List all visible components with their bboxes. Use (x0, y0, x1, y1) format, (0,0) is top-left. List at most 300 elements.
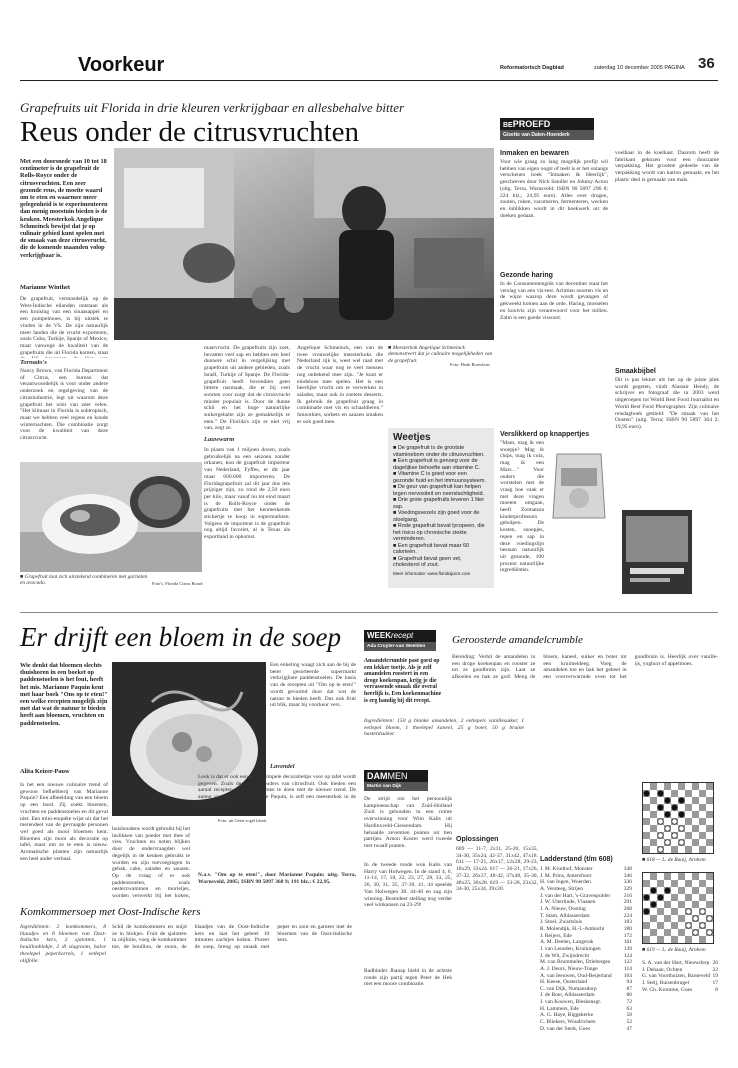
weetjes-item: ■ Rode grapefruit bevat lycopeen, die het risico op chronische ziekte verminderen. (393, 523, 485, 542)
white-piece (672, 819, 677, 824)
board-square (678, 901, 685, 908)
ladder-score: 80 (626, 992, 632, 999)
board-square (706, 894, 713, 901)
board-square (706, 901, 713, 908)
caption-bullet: ■ (20, 574, 25, 580)
weekrecept-byline: Ada Cruyter-van Weelden (364, 642, 436, 651)
board-square (685, 790, 692, 797)
board-square (692, 908, 699, 915)
board-square (692, 783, 699, 790)
board-square (699, 936, 706, 943)
board-square (692, 873, 699, 880)
board-square (706, 908, 713, 915)
board-square (643, 825, 650, 832)
ladder-name: S. A. van der Hart, Nieuwdorp (642, 960, 710, 966)
caption-bullet: ■ (388, 345, 393, 351)
dammen-ladder-list (540, 866, 632, 1032)
white-piece (693, 916, 698, 921)
ladder-row (540, 1026, 632, 1033)
beproefd-logo-a: BE (503, 122, 513, 129)
beproefd-text-inmaken: Voor wie graag zo lang mogelijk profijt wil hebben van eigen oogst of teelt is er het onlangs verschenen boek "Inmaken & Heerlijk", geschreven door Nick Sandler en Johnny Acton (uitg. Terra, Warnsveld; ISBN 90 5897 296 8; 224 blz.; 24,95 euro). Alles over drogen, zouten, roken, vacumeren, fermenteren, wecken en inblikken wordt in dit boekwerk uit de doeken gedaan. (500, 159, 608, 219)
board-square (664, 790, 671, 797)
article2-body2: huishoudens wordt gebruikt bij het inslikken van poeder met thee of vies. Vruchten en noten blijken door de ondervraagden wel degelijk in de keuken gebruikt te worden en zijn toevoegingen in gebak, cake, salades en sauzen. Op de vraag of er ook paddenstoelen, zoals oesterzwammen en morieljes, worden verwerkt bij het koken, (112, 826, 190, 898)
board-square (706, 790, 713, 797)
board-2-caption-text: 619 — L. de Raaij, Arnhem (646, 947, 706, 953)
board-square (692, 811, 699, 818)
board-square (650, 790, 657, 797)
board-square (692, 901, 699, 908)
board-square (692, 846, 699, 853)
board-square (650, 908, 657, 915)
soep-title: Komkommersoep met Oost-Indische kers (20, 906, 201, 918)
board-square (657, 887, 664, 894)
ladder-name: J. de Wit, Zwijndrecht (540, 952, 590, 959)
board-square (685, 846, 692, 853)
board-square (643, 922, 650, 929)
ladder-score: 139 (623, 945, 632, 952)
article1-body1: De grapefruit, vermoedelijk op de West-Indische eilanden ontstaan als een kruising van een sinaasappel en een pompelmoes, is bij uitstek te vinden in de VS. De zijn natuurlijk meer landen die de vrucht exporteren, zoals Cuba, Turkije, Spanje of Mexico, maar vanwege de kwaliteit van de grapefruits die uit Florida komen, staat (20, 296, 108, 356)
ladder-score: 52 (626, 1019, 632, 1026)
board-square (664, 929, 671, 936)
weetjes-more: Meer informatie: www.floridajuice.com (393, 570, 471, 576)
black-piece (658, 805, 663, 810)
beproefd-heading-inmaken: Inmaken en bewaren (500, 150, 569, 157)
board-square (699, 880, 706, 887)
board-square (671, 887, 678, 894)
article2-subheading-lavendel: Lavendel (270, 764, 295, 770)
black-piece (665, 812, 670, 817)
ladder-score: 316 (623, 892, 632, 899)
board-square (671, 811, 678, 818)
board-square (657, 873, 664, 880)
ladder-name: R. Molendijk, H.-I.-Ambacht (540, 925, 605, 932)
article1-left-photo (20, 462, 202, 572)
board-square (685, 880, 692, 887)
ladder-row (642, 987, 718, 994)
black-piece (658, 895, 663, 900)
beproefd-text-right1: voelbaar in de koelkast. Daarom heeft de fabrikant gekozen voor een duurzame verpakking. Het grootste gedeelte van de verpakking wordt van karton gemaakt, en het plastic deel is gemaakt van maïs. (615, 150, 719, 183)
ladder-name: G. van Voorthuizen, Barneveld (642, 973, 711, 980)
article2-photo-credit: Foto: uit Geen vogel bloeit (218, 818, 267, 823)
ladder-row (540, 933, 632, 940)
caption-bullet: ■ (642, 947, 647, 953)
article1-left-credit: Foto's: Florida Citrus Board (152, 581, 203, 586)
ladder-score: 114 (623, 965, 632, 972)
ladder-name: A. G. Haye, Biggekerke (540, 1012, 594, 1019)
board-square (643, 783, 650, 790)
board-square (657, 797, 664, 804)
dammen-logo-a: DAM (367, 771, 388, 781)
ladder-name: J. Stoel, Zwartsluis (540, 919, 583, 926)
black-piece (672, 805, 677, 810)
ladder-name: J. M. Prins, Amersfoort (540, 872, 592, 879)
board-square (678, 929, 685, 936)
soep-ingredients: Ingrediënten: 2 komkommers, 8 blaadjes en 8 bloemen van Oost-Indische kers, 2 sjalotten, 1 bouillonblokje, 2 dl slagroom, halve theelepel peperkorrels, 1 eetlepel olijfolie. (20, 924, 106, 964)
board-square (657, 929, 664, 936)
board-square (699, 811, 706, 818)
white-piece (658, 833, 663, 838)
article1-title: Reus onder de citrusvruchten (20, 116, 360, 148)
black-piece (651, 902, 656, 907)
board-square (657, 908, 664, 915)
article2-more: N.a.v. "Om op te eten!", door Marianne Paquin; uitg. Terra, Warnsveld, 2005; ISBN 90 5897 368 9; 191 blz.; € 22,95. (198, 872, 356, 885)
board-square (671, 825, 678, 832)
white-piece (686, 923, 691, 928)
white-piece (679, 840, 684, 845)
ladder-name: W. Ch. Kromme, Goes (642, 986, 693, 993)
board-square (692, 790, 699, 797)
board-square (706, 922, 713, 929)
ladder-name: H. Keese, Oosterland (540, 979, 588, 986)
black-piece (665, 888, 670, 893)
board-square (678, 936, 685, 943)
ladder-row (540, 1006, 632, 1013)
board-square (650, 797, 657, 804)
board-square (671, 873, 678, 880)
board-square (699, 832, 706, 839)
board-square (671, 936, 678, 943)
ladder-row (540, 919, 632, 926)
board-square (699, 818, 706, 825)
board-square (657, 825, 664, 832)
ladder-row (540, 992, 632, 999)
board-square (685, 797, 692, 804)
board-square (678, 818, 685, 825)
board-square (664, 880, 671, 887)
article2-body3: Een enkeling waagt zich aan de bij de beter gesorteerde supermarkt verkrijgbare paddenstoelen. De basis van de recepten uit "Om op te eten!" wordt gevormd door dat wat de natuur te bieden heeft. Dus ook fruit uit blik, maar bij voorkeur vers. (270, 662, 356, 709)
board-square (706, 797, 713, 804)
board-square (678, 887, 685, 894)
dammen-board-2-caption (642, 947, 718, 953)
board-square (664, 901, 671, 908)
board-square (664, 922, 671, 929)
article1-subheading-lauwwarm: Lauwwarm (204, 437, 235, 443)
board-square (650, 929, 657, 936)
board-square (643, 832, 650, 839)
article1-main-credit: Foto: Henk Bouwhuis (450, 362, 490, 367)
board-square (657, 839, 664, 846)
ladder-row (540, 866, 632, 873)
board-square (706, 804, 713, 811)
board-square (664, 846, 671, 853)
board-square (671, 790, 678, 797)
black-piece (665, 798, 670, 803)
white-piece (672, 833, 677, 838)
weekrecept-title: Geroosterde amandelcrumble (452, 634, 583, 646)
weetjes-item: ■ Vitamine C is goed voor een gezonde huid en het immuunsysteem. (393, 471, 486, 484)
board-square (664, 873, 671, 880)
board-square (643, 811, 650, 818)
ladder-score: 19 (712, 973, 718, 980)
board-square (699, 887, 706, 894)
weetjes-item: ■ Grapefruit bevat geen vet, cholesterol of zout. (393, 555, 462, 568)
board-square (685, 901, 692, 908)
caption-text: Grapefruit laat zich uitstekend combineren met garnalen en avocado. (20, 574, 148, 587)
board-square (650, 915, 657, 922)
ladder-name: A. Versteeg, Strijen (540, 885, 583, 892)
board-square (643, 797, 650, 804)
ladder-row (540, 939, 632, 946)
board-square (685, 929, 692, 936)
board-square (685, 811, 692, 818)
board-square (643, 839, 650, 846)
weetjes-item: ■ Een grapefruit is genoeg voor de dagelijkse behoefte aan vitamine C. (393, 458, 481, 471)
weekrecept-logo (364, 630, 436, 642)
article1-main-photo (114, 148, 494, 340)
board-square (692, 887, 699, 894)
board-square (657, 783, 664, 790)
article1-body2b: In plaats van 1 miljoen dozen, zoals gebruikelijk na een seizoen zonder orkanen, kon de grapefruit importeur van Nederland, Fyffes, er dit jaar maar 600.000 importeren. De Floridagrapefruit zal dit jaar dus iets prijziger zijn, zo rond de 2,50 euro per kilo, maar vanaf nu tot eind maart is de Rolls-Royce onder de grapefruits met het kenmerkende stickertje te koop in supermarkten. Volgens de importeur is de grapefruit nog altijd favoriet, al is Texas als exportland in opkomst. (204, 447, 290, 541)
ladder-name: J. Reijers, Ede (540, 932, 572, 939)
ladder-row (642, 967, 718, 974)
board-square (699, 839, 706, 846)
board-square (706, 783, 713, 790)
beproefd-logo (500, 118, 594, 130)
ladder-score: 268 (623, 905, 632, 912)
beproefd-logo-b: PROEFD (512, 119, 551, 129)
white-piece (700, 909, 705, 914)
ladder-name: A. van Ieeuwen, Oud-Beijerland (540, 972, 612, 979)
weekrecept-lead: Amandelcrumble past goed op een lekker toetje. Als je zelf amandelen roostert in een droge koekenpan, krijg je die verrassende smaak die overal heerlijk is. Een koekenmachine is erg handig bij dit recept. (364, 658, 442, 704)
board-square (685, 825, 692, 832)
ladder-score: 224 (623, 912, 632, 919)
caption-bullet: ■ (642, 857, 647, 863)
board-square (699, 790, 706, 797)
board-square (650, 825, 657, 832)
dammen-board-1-caption (642, 857, 718, 863)
board-square (706, 825, 713, 832)
board-square (650, 804, 657, 811)
ladder-score: 104 (623, 972, 632, 979)
board-square (643, 880, 650, 887)
board-square (699, 804, 706, 811)
board-square (671, 783, 678, 790)
ladder-score: 122 (623, 959, 632, 966)
ladder-name: J. van Kouwen, Bleskensgr. (540, 999, 602, 1006)
ladder-name: J. Dehaan, Ochten (642, 966, 683, 973)
board-square (671, 915, 678, 922)
board-square (643, 818, 650, 825)
board-square (664, 908, 671, 915)
board-square (664, 915, 671, 922)
article1-kicker: Grapefruits uit Florida in drie kleuren verkrijgbaar en allesbehalve bitter (20, 100, 405, 115)
ladder-score: 180 (623, 925, 632, 932)
board-square (685, 915, 692, 922)
board-square (657, 901, 664, 908)
ladder-name: M. van Brummelen, Driebergen (540, 959, 611, 966)
ladder-score: 161 (623, 939, 632, 946)
article2-body3b: Leuk is dat er ook een aantal simpele decoratietips voor op tafel wordt gegeven. Zoals de kaarsenhouders van citrusfruit. Ook bieden een aantal recepten de kans om mee te doen met de nieuwe trend. De auteur van dit boek, Marianne Paquin, is zelf een meesterkok in de Franse keuken. (198, 774, 356, 807)
article1-subheading-tornados: Tornado's (20, 360, 47, 366)
board-square (678, 783, 685, 790)
board-square (671, 839, 678, 846)
board-square (650, 832, 657, 839)
ladder-row (540, 879, 632, 886)
dammen-board-1 (642, 782, 714, 854)
ladder-score: 17 (712, 979, 718, 986)
beproefd-heading-haring: Gezonde haring (500, 272, 553, 279)
board-square (706, 880, 713, 887)
page-number: 36 (698, 55, 715, 72)
board-square (643, 936, 650, 943)
ladder-name: J. A. Nieuw, Oosting (540, 905, 586, 912)
board-square (650, 936, 657, 943)
ladder-row (540, 926, 632, 933)
ladder-score: 172 (623, 932, 632, 939)
article2-body1: Is het een nieuwe culinaire trend of gewoon liefhebberij van Marianne Paquin? Een afbeelding van een bloem op een bord. Zij zoekt bloemen, vruchten en paddenstoelen en dit geval niet. Een mini-enquête wijst uit dat het merendeel van de gevraagde personen wel goed als mooi bloemen kent. Bloemen zijn mooi als decoratie op tafel, maar om ze te eten is nieuw. Aromatische planten zijn natuurlijk een heel ander verhaal. (20, 782, 108, 862)
board-square (692, 832, 699, 839)
board-square (678, 908, 685, 915)
ladder-name: T. Stam, Alblasserdam (540, 912, 590, 919)
dammen-solutions: 609 — 11-7, 2x11, 25-20, 15x35, 34-30, 35x24, 42-37, 31x42, 47x18. 611 — 17-21, 26x17, 12x28, 29-23, 18x29, 33x24. 617 — 26-21, 17x26, 37-32, 26x37, 48-42, 37x48, 35-30, 48x25, 30x28. 619 — 33-28, 23x32, 34-30, 25x34, 39x30. (456, 846, 538, 893)
weekrecept-logo-b: recept (391, 631, 414, 640)
board-square (699, 825, 706, 832)
dammen-body: In de tweede ronde won Kalis van Harry van Holwegen. In de stand 4, 6, 11-14, 17, 18, 22, 23, 27, 28, 33, 25, 26, 30, 31, 35, 37-39, 41, 44 speelde Van Holwegen 38. 44-40 en zag zijn winning. Bestudeer stelling nog verder veel winkansen na 23-29! (364, 862, 452, 909)
board-square (706, 818, 713, 825)
board-square (678, 915, 685, 922)
beproefd-byline: Gisette van Dalen-Hoenderk (500, 130, 594, 140)
white-piece (658, 819, 663, 824)
ladder-name: J. W. Uiterlinde, Vlaanen (540, 899, 596, 906)
knappertjes-product-photo (547, 446, 611, 526)
weetjes-list (393, 445, 489, 569)
board-square (650, 880, 657, 887)
board-square (671, 797, 678, 804)
white-piece (700, 923, 705, 928)
board-square (664, 783, 671, 790)
dammen-heading-oplossingen: Oplossingen (456, 836, 499, 843)
ladder-score: 26 (712, 960, 718, 966)
beproefd-text-smaakbijbel: Dit is pas lekker als het op de juiste plek wordt gegeten, vindt Alastair Hendy, de schrijver en fotograaf die in 2003 werd uitgeroepen tot World Best Food Journalist en World Best Food Photographer. Zijn culinaire reisdagboek getiteld: "De smaak van het Oosten" (uitg. Terra; ISBN 90 5897 304 2; 19,95 euro). (615, 377, 719, 430)
ladder-row (540, 899, 632, 906)
board-square (657, 936, 664, 943)
black-piece (679, 812, 684, 817)
board-square (706, 839, 713, 846)
ladder-row (540, 966, 632, 973)
ladder-score: 22 (712, 966, 718, 973)
section-rule (20, 612, 718, 613)
board-square (685, 936, 692, 943)
board-square (678, 922, 685, 929)
board-square (678, 880, 685, 887)
board-square (685, 818, 692, 825)
ladder-name: C. van Dijk, Numansdorp (540, 985, 597, 992)
dammen-heading-ladder: Ladderstand (t/m 608) (540, 856, 613, 863)
black-piece (651, 888, 656, 893)
board-square (671, 846, 678, 853)
ladder-name: H. Lammers, Ede (540, 1005, 579, 1012)
weetjes-box (388, 428, 494, 588)
ladder-name: C. Bliekers, Woudrichem (540, 1019, 596, 1026)
board-square (643, 846, 650, 853)
weetjes-title: Weetjes (393, 432, 431, 443)
ladder-score: 183 (623, 919, 632, 926)
board-square (664, 936, 671, 943)
board-square (706, 936, 713, 943)
board-square (685, 887, 692, 894)
ladder-score: 329 (623, 885, 632, 892)
board-square (678, 790, 685, 797)
board-square (678, 804, 685, 811)
board-square (699, 929, 706, 936)
board-square (664, 894, 671, 901)
board-square (706, 887, 713, 894)
black-piece (679, 798, 684, 803)
board-square (650, 839, 657, 846)
beproefd-text-haring: In de Consumentengids van december staat het verslag van een vis-test. Achttien soorten vis en de wijze waarop deze wordt gevangen of gekweekt komen aan de orde. Haring, mosselen en koolvis zijn verantwoord voor het milieu. Zalm is een goede vissoort. (500, 281, 608, 321)
board-square (685, 839, 692, 846)
board-square (706, 832, 713, 839)
board-square (692, 797, 699, 804)
ladder-row (642, 960, 718, 967)
article2-lead: Wie denkt dat bloemen slechts thuishoren in een boeket op paddenstoelen is het fout, heeft het mis. Marianne Paquin kent met haar boek "Ons op te eten!" een welke recepten mogelijk zijn met dat wat de natuur te bieden heeft aan bloemen, vruchten en paddenstoelen. (20, 662, 108, 727)
board-square (685, 894, 692, 901)
ladder-score: 346 (623, 872, 632, 879)
board-square (699, 901, 706, 908)
header-rule (20, 80, 718, 81)
board-square (699, 846, 706, 853)
dammen-logo (364, 770, 428, 782)
article2-title: Er drijft een bloem in de soep (20, 622, 341, 652)
ladder-row (540, 873, 632, 880)
board-square (699, 915, 706, 922)
ladder-row (540, 1012, 632, 1019)
article1-author: Marianne Winthet (20, 284, 70, 291)
section-title: Voorkeur (78, 54, 165, 76)
board-square (692, 825, 699, 832)
board-square (650, 922, 657, 929)
ladder-score: 291 (623, 899, 632, 906)
board-square (685, 804, 692, 811)
board-square (664, 818, 671, 825)
weekrecept-prep: Bereiding: Verhit de amandelen in een droge koekenpan en rooster ze tot ze goudbruin zijn. Laat ze afkoelen en hak ze grof. Meng de bloem, kaneel, suiker en boter tot een kruimeldeeg. Voeg de amandelen toe en bak het geheel in een voorverwarmde oven tot het goudbruin is. Heerlijk over vanille-ijs, yoghurt of appelmoes. (452, 654, 718, 681)
caption-text: Meesterkok Angelique Schmeinck demonstreert dat je culinaire mogelijkheden van de grapefruit. (388, 345, 493, 364)
board-square (678, 873, 685, 880)
article1-left-caption (20, 574, 150, 587)
white-piece (707, 916, 712, 921)
white-piece (707, 930, 712, 935)
ladder-name: D. van der Sterk, Goes (540, 1025, 591, 1032)
weetjes-item: ■ Drie grote grapefruits leveren 1 liter sap. (393, 497, 485, 510)
ladder-name: J. van Leusden, Kruiningen (540, 945, 601, 952)
black-piece (644, 909, 649, 914)
board-square (706, 873, 713, 880)
board-square (643, 873, 650, 880)
ladder-score: 8 (715, 986, 718, 993)
ladder-row (642, 980, 718, 987)
article1-body2: maarvrucht. De grapefruits zijn zoet, bevatten veel sap en hebben een heel dunnere schil in vergelijking met grapefruits uit andere gebieden, zoals Israël, Turkije of Spanje. De Florida-grapefruit heeft bovendien geen bittere nasmaak, die er bij veel soorten voor zorgt dat de citrusvrucht minder populair is. Door de dunne schil en het hoge natuurlijke suikergehalte zijn ze gemakkelijk te eten." De Florida's zijn er niet vrij van, zegt ze. (204, 345, 290, 432)
board-square (671, 894, 678, 901)
board-square (692, 936, 699, 943)
board-square (692, 804, 699, 811)
board-square (650, 818, 657, 825)
board-square (678, 894, 685, 901)
article1-lead: Met een doorsnede van 10 tot 18 centimeter is de grapefruit de Rolls-Royce onder de citrusvruchten. Een zeer gezonde reus, de moeite waard om te eten en waarmee meer gelegenheid is te experimenteren dan menig moestuin bieden is de keuken. Meesterkok Angelique Schmeinck bewijst dat je op culinair gebied kunt spelen met de smaak van deze citrusvrucht, die de komende maanden volop verkrijgbaar is. (20, 158, 108, 259)
board-square (664, 832, 671, 839)
white-piece (686, 909, 691, 914)
ladder-name: J. Stelj, Ruisenbrugel (642, 979, 690, 986)
board-square (692, 839, 699, 846)
white-piece (693, 930, 698, 935)
board-square (671, 880, 678, 887)
board-square (685, 783, 692, 790)
board-square (692, 894, 699, 901)
board-square (657, 915, 664, 922)
board-square (692, 880, 699, 887)
board-square (678, 846, 685, 853)
weetjes-item: ■ Voedingsvezels zijn goed voor de stoelgang. (393, 510, 480, 523)
soep-prep: Schil de komkommers en snijd ze in blokjes. Fruit de sjalotten in olijfolie, voeg de komkommer toe, de bouillon, de room, de blaadjes van de Oost-Indische kers en laat het geheel 10 minuten zachtjes koken. Pureer de soep, breng op smaak met peper en zout en garneer met de bloemen van de Oost-Indische kers. (112, 924, 352, 951)
